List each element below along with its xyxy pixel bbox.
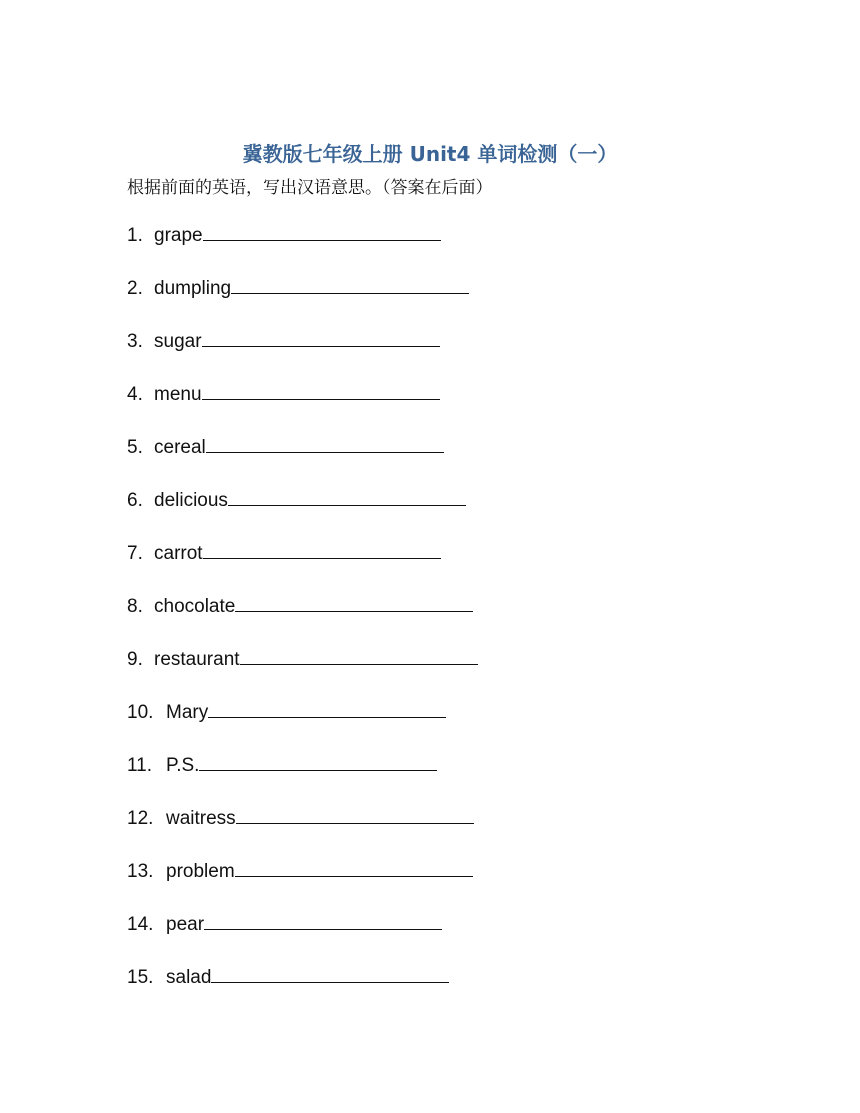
answer-blank[interactable] xyxy=(199,752,437,771)
item-word: cereal xyxy=(154,437,206,458)
answer-blank[interactable] xyxy=(208,699,446,718)
answer-blank[interactable] xyxy=(202,328,440,347)
list-item xyxy=(127,911,478,964)
answer-blank[interactable] xyxy=(235,858,473,877)
answer-blank[interactable] xyxy=(240,646,478,665)
answer-blank[interactable] xyxy=(206,434,444,453)
answer-blank[interactable] xyxy=(203,540,441,559)
list-item xyxy=(127,752,478,805)
item-word: chocolate xyxy=(154,596,236,617)
item-word: menu xyxy=(154,384,202,405)
item-word: Mary xyxy=(166,702,209,723)
document-title: 冀教版七年级上册 Unit4 单词检测（一） xyxy=(242,142,618,166)
list-item xyxy=(127,593,478,646)
item-word: pear xyxy=(166,914,205,935)
item-number: 1. xyxy=(127,225,143,246)
item-number: 2. xyxy=(127,278,143,299)
vocabulary-list xyxy=(127,222,478,1017)
answer-blank[interactable] xyxy=(202,381,440,400)
list-item xyxy=(127,699,478,752)
item-number: 15. xyxy=(127,967,154,988)
item-number: 10. xyxy=(127,702,154,723)
item-word: carrot xyxy=(154,543,203,564)
list-item xyxy=(127,805,478,858)
answer-blank[interactable] xyxy=(231,275,469,294)
item-word: sugar xyxy=(154,331,202,352)
answer-blank[interactable] xyxy=(203,222,441,241)
list-item xyxy=(127,222,478,275)
item-number: 7. xyxy=(127,543,143,564)
list-item xyxy=(127,275,478,328)
list-item xyxy=(127,964,478,1017)
item-number: 14. xyxy=(127,914,154,935)
item-word: problem xyxy=(166,861,235,882)
list-item xyxy=(127,646,478,699)
item-number: 13. xyxy=(127,861,154,882)
item-word: P.S. xyxy=(166,755,200,776)
answer-blank[interactable] xyxy=(228,487,466,506)
item-number: 8. xyxy=(127,596,143,617)
list-item xyxy=(127,381,478,434)
list-item xyxy=(127,328,478,381)
item-number: 11. xyxy=(127,755,153,776)
item-word: restaurant xyxy=(154,649,240,670)
item-number: 6. xyxy=(127,490,143,511)
answer-blank[interactable] xyxy=(235,593,473,612)
item-word: grape xyxy=(154,225,203,246)
item-word: dumpling xyxy=(154,278,232,299)
item-number: 12. xyxy=(127,808,154,829)
item-number: 9. xyxy=(127,649,143,670)
answer-blank[interactable] xyxy=(211,964,449,983)
list-item xyxy=(127,858,478,911)
answer-blank[interactable] xyxy=(236,805,474,824)
list-item xyxy=(127,487,478,540)
instruction-text: 根据前面的英语，写出汉语意思。（答案在后面） xyxy=(127,178,493,198)
answer-blank[interactable] xyxy=(204,911,442,930)
item-word: salad xyxy=(166,967,212,988)
item-number: 4. xyxy=(127,384,143,405)
list-item xyxy=(127,434,478,487)
item-word: waitress xyxy=(166,808,236,829)
list-item xyxy=(127,540,478,593)
item-number: 3. xyxy=(127,331,143,352)
item-number: 5. xyxy=(127,437,143,458)
item-word: delicious xyxy=(154,490,228,511)
